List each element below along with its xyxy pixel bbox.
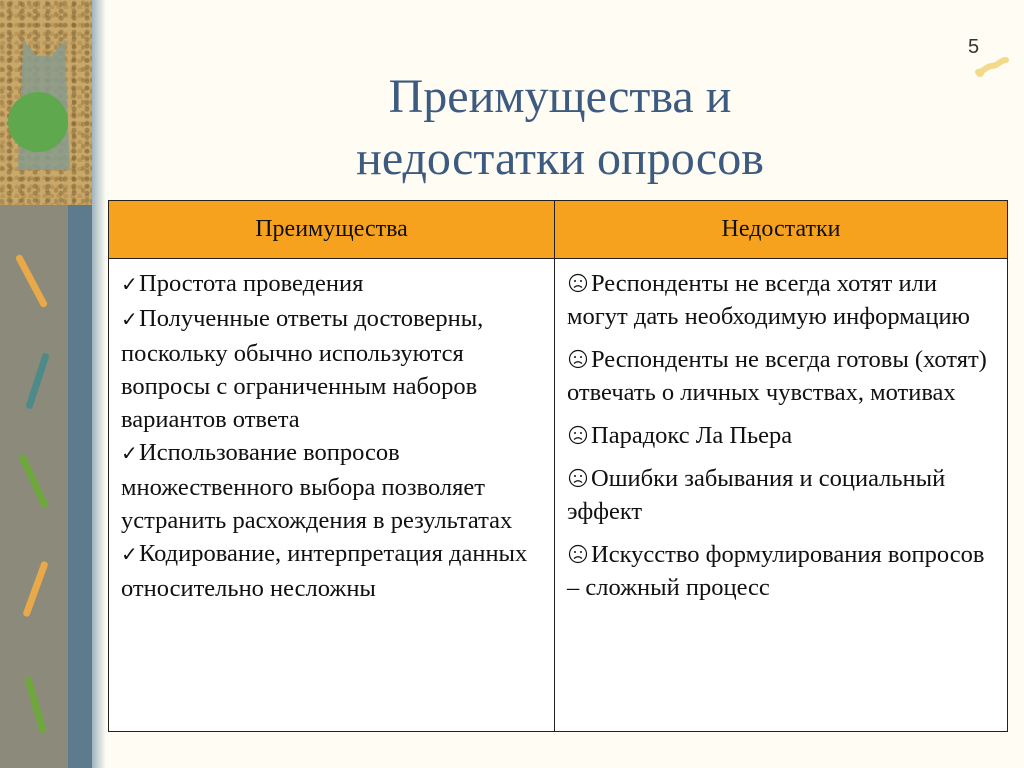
disadvantage-text: Ошибки забывания и социальный эффект bbox=[567, 465, 946, 525]
green-circle-decoration bbox=[8, 92, 68, 152]
disadvantage-text: Искусство формулирования вопросов – сложный процесс bbox=[567, 541, 985, 601]
title-line-1: Преимущества и bbox=[388, 70, 732, 123]
list-item bbox=[121, 436, 546, 537]
corner-swirl-icon bbox=[974, 52, 1010, 78]
advantage-text: Кодирование, интерпретация данных относительно несложны bbox=[121, 540, 528, 602]
disadvantage-text: Респонденты не всегда хотят или могут дать необходимую информацию bbox=[567, 270, 970, 330]
list-item bbox=[567, 267, 999, 333]
title-line-2: недостатки опросов bbox=[356, 132, 764, 185]
table-header-row bbox=[109, 201, 1008, 259]
list-item bbox=[567, 343, 999, 409]
list-item bbox=[567, 462, 999, 528]
slide-title bbox=[250, 66, 870, 190]
check-icon: ✓ bbox=[121, 443, 138, 465]
table-body-row bbox=[109, 259, 1008, 732]
advantage-text: Полученные ответы достоверны, поскольку обычно используются вопросы с ограниченным наборов вариантов ответа bbox=[121, 305, 484, 433]
list-item bbox=[121, 267, 546, 302]
advantage-text: Использование вопросов множественного выбора позволяет устранить расхождения в результатах bbox=[121, 439, 513, 534]
check-icon: ✓ bbox=[121, 544, 138, 566]
disadvantage-text: Респонденты не всегда готовы (хотят) отвечать о личных чувствах, мотивах bbox=[567, 346, 987, 406]
header-advantages: Преимущества bbox=[109, 201, 555, 259]
check-icon: ✓ bbox=[121, 309, 138, 331]
disadvantages-cell bbox=[555, 259, 1008, 732]
advantage-text: Простота проведения bbox=[139, 270, 364, 297]
page-number: 5 bbox=[968, 36, 980, 58]
frown-icon bbox=[567, 468, 589, 488]
strip-shadow bbox=[92, 0, 106, 768]
frown-icon bbox=[567, 273, 589, 293]
list-item bbox=[567, 419, 999, 452]
header-disadvantages: Недостатки bbox=[555, 201, 1008, 259]
disadvantage-text: Парадокс Ла Пьера bbox=[591, 422, 793, 449]
advantages-cell bbox=[109, 259, 555, 732]
list-item bbox=[567, 538, 999, 604]
comparison-table bbox=[108, 200, 1008, 732]
check-icon: ✓ bbox=[121, 274, 138, 296]
list-item bbox=[121, 537, 546, 605]
left-blue-strip bbox=[68, 205, 92, 768]
frown-icon bbox=[567, 349, 589, 369]
list-item bbox=[121, 302, 546, 436]
frown-icon bbox=[567, 544, 589, 564]
frown-icon bbox=[567, 425, 589, 445]
